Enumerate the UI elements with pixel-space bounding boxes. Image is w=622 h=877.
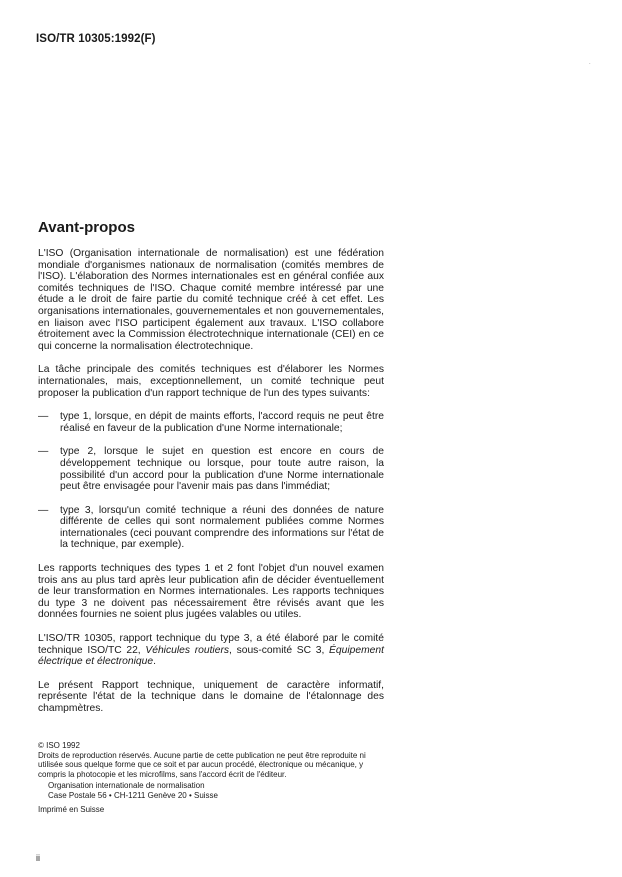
foreword-body (38, 248, 384, 727)
paragraph-technical-committees: La tâche principale des comités techniques est d'élaborer les Normes internationales, mais, exceptionnellement, un comité technique peut proposer la publication d'un rapport technique de l'un des types suivants: (38, 364, 384, 399)
copyright-block (38, 741, 388, 814)
subcommittee-name: Équipement électrique et électronique (38, 644, 384, 668)
committee-text-a: L'ISO/TR 10305, rapport technique du type 3, a été élaboré par le comité technique ISO/TC 22, (38, 633, 384, 656)
committee-text-c: , sous-comité SC 3, (229, 644, 330, 656)
list-item-text: type 1, lorsque, en dépit de maints efforts, l'accord requis ne peut être réalisé en faveur de la publication d'une Norme internationale; (60, 411, 384, 434)
committee-text-e: . (153, 656, 156, 668)
list-dash: — (38, 446, 49, 458)
paragraph-iso-intro: L'ISO (Organisation internationale de normalisation) est une fédération mondiale d'organismes nationaux de normalisation (comités membres de l'ISO). L'élaboration des Normes internationales est en général confiée aux comités techniques de l'ISO. Chaque comité membre intéressé par une étude a le droit de faire partie du comité technique créé à cet effet. Les organisations internationales, gouvernementales et non gouvernementales, en liaison avec l'ISO participent également aux travaux. L'ISO collabore étroitement avec la Commission électrotechnique internationale (CEI) en ce qui concerne la normalisation électrotechnique. (38, 248, 384, 352)
list-item-type-1 (38, 411, 384, 434)
list-item-text: type 3, lorsqu'un comité technique a réuni des données de nature différente de celles qui sont normalement publiées comme Normes internationales (ceci pouvant comprendre des informations sur l'état de la technique, par exemple). (60, 504, 384, 551)
publisher-org: Organisation internationale de normalisation (48, 781, 205, 791)
page-number: ii (36, 853, 40, 863)
document-id-header: ISO/TR 10305:1992(F) (36, 33, 156, 45)
list-item-type-3 (38, 505, 384, 551)
paragraph-committee-origin (38, 633, 384, 668)
copyright-line: © ISO 1992 (38, 741, 80, 750)
list-dash: — (38, 504, 49, 516)
publisher-postal: Case Postale 56 • CH-1211 Genève 20 • Suisse (48, 790, 218, 800)
paragraph-scope: Le présent Rapport technique, uniquement de caractère informatif, représente l'état de la technique dans le domaine de l'étalonnage des champmètres. (38, 679, 384, 714)
rights-notice: Droits de reproduction réservés. Aucune partie de cette publication ne peut être reproduite ni utilisée sous quelque forme que ce soit et par aucun procédé, électronique ou mécanique, y compris la photocopie et les microfilms, sans l'accord écrit de l'éditeur. (38, 750, 366, 779)
list-dash: — (38, 411, 49, 423)
list-item-text: type 2, lorsque le sujet en question est encore en cours de développement technique ou lorsque, pour toute autre raison, la possibilité d'un accord pour la publication d'une Norme internationale peut être envisagée pour l'avenir mais pas dans l'immédiat; (60, 446, 384, 493)
page-speck: . (589, 60, 591, 66)
committee-name-road-vehicles: Véhicules routiers (145, 644, 230, 656)
section-title: Avant-propos (38, 219, 135, 236)
paragraph-review-schedule: Les rapports techniques des types 1 et 2 font l'objet d'un nouvel examen trois ans au plus tard après leur publication afin de décider éventuellement de leur transformation en Normes internationales. Les rapports techniques du type 3 ne doivent pas nécessairement être révisés avant que les données fournies ne soient plus jugées valables ou utiles. (38, 563, 384, 621)
printed-in: Imprimé en Suisse (38, 804, 105, 814)
publisher-address (38, 781, 388, 800)
list-item-type-2 (38, 446, 384, 492)
